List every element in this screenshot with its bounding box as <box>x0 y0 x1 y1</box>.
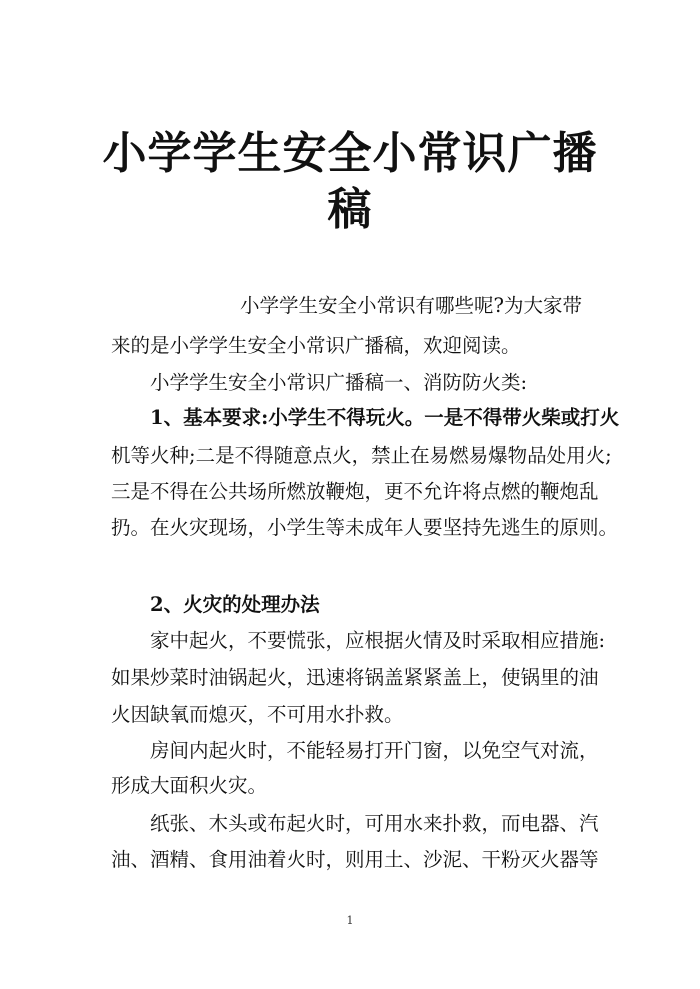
title-line-2: 稿 <box>327 184 373 235</box>
body-line: 机等火种;二是不得随意点火，禁止在易燃易爆物品处用火; <box>111 444 612 467</box>
page-number: 1 <box>346 914 354 927</box>
body-line: 扔。在火灾现场，小学生等未成年人要坚持先逃生的原则。 <box>111 516 619 539</box>
body-line: 小学学生安全小常识有哪些呢?为大家带 <box>240 294 582 317</box>
section-heading: 2、火灾的处理办法 <box>150 593 320 616</box>
body-line: 油、酒精、食用油着火时，则用土、沙泥、干粉灭火器等 <box>111 848 599 871</box>
body-line: 房间内起火时，不能轻易打开门窗，以免空气对流， <box>150 739 599 762</box>
body-line: 纸张、木头或布起火时，可用水来扑救，而电器、汽 <box>150 812 599 835</box>
body-line: 1、基本要求:小学生不得玩火。一是不得带火柴或打火 <box>150 406 620 429</box>
body-line: 火因缺氧而熄灭，不可用水扑救。 <box>111 703 404 726</box>
body-line: 来的是小学学生安全小常识广播稿，欢迎阅读。 <box>111 334 521 357</box>
body-line: 小学学生安全小常识广播稿一、消防防火类: <box>150 371 528 394</box>
body-line: 形成大面积火灾。 <box>111 774 268 797</box>
title-line-1: 小学学生安全小常识广播 <box>102 128 598 179</box>
body-line: 家中起火，不要慌张，应根据火情及时采取相应措施: <box>150 629 606 652</box>
body-line: 如果炒菜时油锅起火，迅速将锅盖紧紧盖上，使锅里的油 <box>111 666 599 689</box>
body-line: 三是不得在公共场所燃放鞭炮，更不允许将点燃的鞭炮乱 <box>111 480 599 503</box>
